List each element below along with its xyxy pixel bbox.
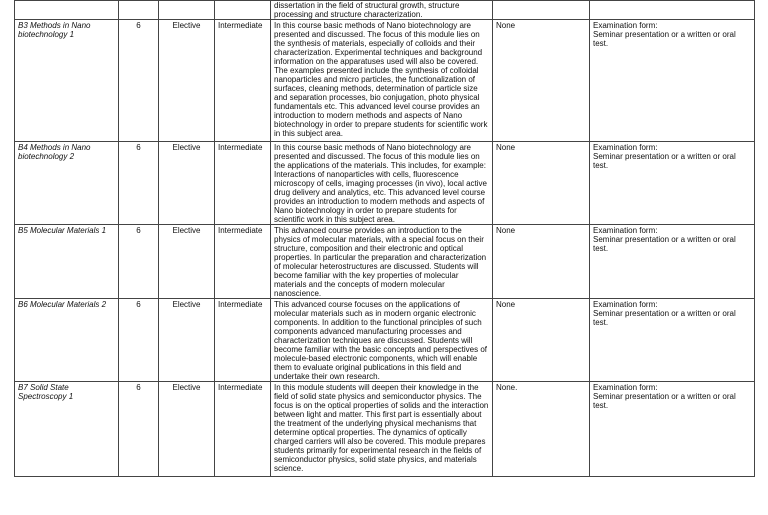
module-type: Elective — [159, 225, 215, 299]
examination-info — [590, 299, 755, 382]
module-prerequisites: None — [493, 142, 590, 225]
module-prerequisites: None — [493, 299, 590, 382]
exam-label: Examination form: — [593, 143, 658, 152]
continued-description-line: dissertation in the field of structural growth, structure — [274, 1, 460, 10]
module-description: This advanced course focuses on the applications of molecular materials such as in modern organic electronic components. In addition to the functional principles of such components advanced manufacturing processes and characterization techniques are discussed. Students will become familiar with the basic concepts and perspectives of molecule-based electronic components, which will enable them to evaluate original publications in this field and undertake their own research. — [271, 299, 493, 382]
module-name: B3 Methods in Nano biotechnology 1 — [15, 20, 119, 142]
examination-info — [590, 225, 755, 299]
module-prerequisites: None — [493, 20, 590, 142]
table-row — [15, 225, 755, 299]
module-name: B6 Molecular Materials 2 — [15, 299, 119, 382]
module-level: Intermediate — [215, 382, 271, 477]
module-type: Elective — [159, 20, 215, 142]
credits: 6 — [119, 382, 159, 477]
credits: 6 — [119, 142, 159, 225]
table-row — [15, 20, 755, 142]
module-table — [14, 0, 755, 477]
credits: 6 — [119, 299, 159, 382]
prerequisites-cell — [493, 1, 590, 20]
module-description: This advanced course provides an introduction to the physics of molecular materials, with a special focus on their structure, composition and their electronic and optical properties. In particular the preparation and characterization of molecular heterostructures are discussed. Students will become familiar with the key properties of molecular materials and the concepts of modern molecular nanoscience. — [271, 225, 493, 299]
module-catalog-page — [14, 0, 754, 515]
exam-detail: Seminar presentation or a written or oral test. — [593, 235, 736, 253]
module-name: B7 Solid State Spectroscopy 1 — [15, 382, 119, 477]
exam-label: Examination form: — [593, 300, 658, 309]
module-level: Intermediate — [215, 299, 271, 382]
type-cell — [159, 1, 215, 20]
table-row — [15, 142, 755, 225]
table-row — [15, 382, 755, 477]
examination-info — [590, 20, 755, 142]
module-prerequisites: None — [493, 225, 590, 299]
credits-cell — [119, 1, 159, 20]
exam-detail: Seminar presentation or a written or oral test. — [593, 309, 736, 327]
module-level: Intermediate — [215, 142, 271, 225]
exam-detail: Seminar presentation or a written or oral test. — [593, 152, 736, 170]
credits: 6 — [119, 20, 159, 142]
module-description: In this course basic methods of Nano biotechnology are presented and discussed. The focus of this module lies on the synthesis of materials, especially of colloids and their characterization. Experimental techniques and background information on the apparatuses used will also be covered. The examples presented include the synthesis of colloidal nanoparticles and micro particles, the functionalization of surfaces, cleaning methods, determination of particle size and separation processes, bio conjugation, photo physical fundamentals etc. This advanced level course provides an introduction to modern methods and aspects of Nano biotechnology in order to prepare students for scientific work in this subject area. — [271, 20, 493, 142]
continued-description-line: processing and structure characterization. — [274, 10, 423, 19]
module-description: In this course basic methods of Nano biotechnology are presented and discussed. The focus of this module lies on the applications of the materials. This includes, for example: Interactions of nanoparticles with cells, fluorescence microscopy of cells, imaging processes (in vivo), local active drug delivery and analytics, etc. This advanced level course provides an introduction to modern methods and aspects of Nano biotechnology in order to prepare students for scientific work in this subject area. — [271, 142, 493, 225]
module-type: Elective — [159, 142, 215, 225]
module-description: In this module students will deepen their knowledge in the field of solid state physics and semiconductor physics. The focus is on the optical properties of solids and the interaction between light and matter. This first part is essentially about the treatment of the underlying physical mechanisms that determine optical properties. The dynamics of optically charged carriers will also be covered. This module prepares students primarily for experimental research in the fields of semiconductor physics, solid state physics, and materials science. — [271, 382, 493, 477]
module-type: Elective — [159, 299, 215, 382]
examination-info — [590, 142, 755, 225]
exam-detail: Seminar presentation or a written or oral test. — [593, 30, 736, 48]
module-name: B5 Molecular Materials 1 — [15, 225, 119, 299]
exam-label: Examination form: — [593, 21, 658, 30]
level-cell — [215, 1, 271, 20]
exam-detail: Seminar presentation or a written or oral test. — [593, 392, 736, 410]
module-type: Elective — [159, 382, 215, 477]
exam-label: Examination form: — [593, 226, 658, 235]
module-name: B4 Methods in Nano biotechnology 2 — [15, 142, 119, 225]
examination-info — [590, 382, 755, 477]
description-cell — [271, 1, 493, 20]
module-name-cell — [15, 1, 119, 20]
exam-label: Examination form: — [593, 383, 658, 392]
table-row — [15, 299, 755, 382]
module-level: Intermediate — [215, 225, 271, 299]
continued-row — [15, 1, 755, 20]
module-level: Intermediate — [215, 20, 271, 142]
module-prerequisites: None. — [493, 382, 590, 477]
examination-cell — [590, 1, 755, 20]
credits: 6 — [119, 225, 159, 299]
